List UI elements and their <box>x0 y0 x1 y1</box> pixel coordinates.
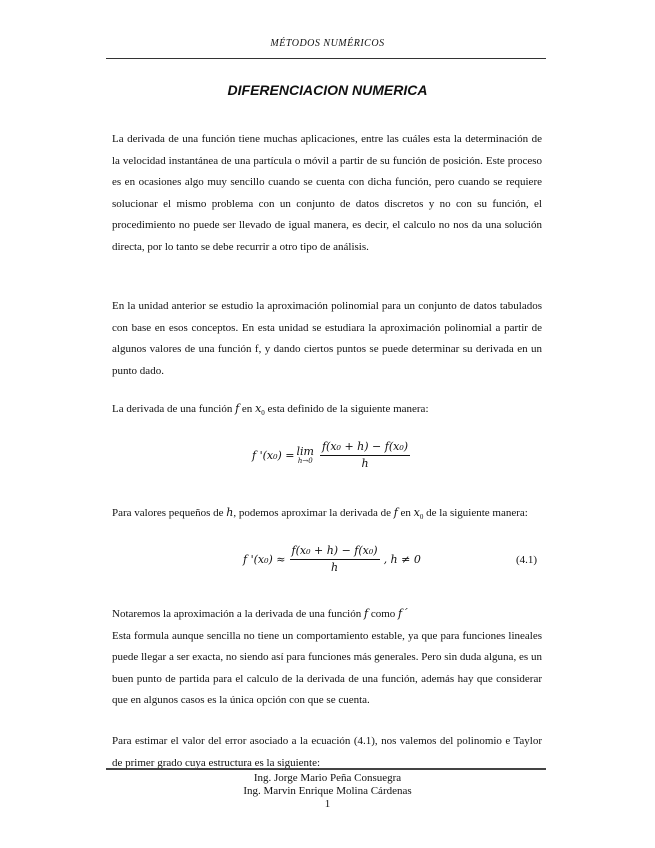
equation-lhs: f '(x₀) ≈ <box>243 552 286 566</box>
symbol-f-prime: f´ <box>398 607 408 620</box>
page-footer <box>0 772 655 811</box>
fraction-numerator: f(x₀ + h) − f(x₀) <box>290 544 380 560</box>
fraction <box>290 544 380 574</box>
symbol-x: x <box>255 402 262 415</box>
equation-lhs: f '(x₀) = <box>252 448 295 462</box>
limit-operator <box>297 445 314 465</box>
text-segment: en <box>397 507 414 519</box>
fraction-denominator: h <box>330 561 339 574</box>
page-title: DIFERENCIACION NUMERICA <box>227 82 428 98</box>
text-segment: Notaremos la aproximación a la derivada de una función <box>112 608 364 620</box>
paragraph-previous-unit: En la unidad anterior se estudio la aproximación polinomial para un conjunto de datos tabulados con base en esos conceptos. En esta unidad se estudiara la aproximación polinomial a partir de algunos valores de una función f, y dando ciertos puntos se puede determinar su derivada en un punto dado. <box>112 300 542 377</box>
text-segment: esta definido de la siguiente manera: <box>264 403 429 415</box>
fraction-denominator: h <box>361 457 369 470</box>
fraction <box>320 440 410 470</box>
paragraph-notation <box>112 603 542 712</box>
symbol-x: x <box>413 506 420 519</box>
symbol-h: h <box>226 506 234 519</box>
text-segment: Esta formula aunque sencilla no tiene un comportamiento estable, ya que para funciones lineales puede llegar a ser exacta, no siendo así para funciones más generales. Pero sin duda alguna, es un buen punto de partida para el calculo de la derivada de una función, además hay que considerar que en algunos casos es la única opción con que se cuenta. <box>112 629 542 706</box>
footer-divider <box>106 768 546 770</box>
paragraph-taylor: Para estimar el valor del error asociado a la ecuación (4.1), nos valemos del polinomio e Taylor de primer grado cuya estructura es la siguiente: <box>112 735 542 769</box>
equation-condition: , h ≠ 0 <box>383 552 421 566</box>
text-segment: de la siguiente manera: <box>423 507 528 519</box>
symbol-x-subscript: 0 <box>419 513 424 522</box>
equation-number: (4.1) <box>516 554 538 566</box>
limit-label: lim <box>296 445 314 458</box>
footer-author-2: Ing. Marvin Enrique Molina Cárdenas <box>243 785 412 797</box>
page-number: 1 <box>324 798 331 810</box>
symbol-f: f <box>393 506 398 519</box>
header-divider <box>106 58 546 59</box>
text-segment: Para valores pequeños de <box>112 507 227 519</box>
symbol-f: f <box>364 607 369 620</box>
equation-derivative-limit <box>252 440 414 470</box>
paragraph-intro: La derivada de una función tiene muchas aplicaciones, entre las cuáles esta la determinación de la velocidad instantánea de una partícula o móvil a partir de su función de posición. Este proceso es en ocasiones algo muy sencillo cuando se cuenta con dicha función, pero cuando se requiere solucionar el mismo problema con un conjunto de datos discretos y no con su función, el procedimiento no puede ser llevado de igual manera, es decir, el calculo no nos da una solución directa, por lo tanto se debe recurrir a otro tipo de análisis. <box>112 133 542 253</box>
paragraph-approximation <box>112 502 542 529</box>
symbol-x-subscript: 0 <box>261 409 265 418</box>
text-segment: en <box>239 403 256 415</box>
text-segment: como <box>368 608 399 620</box>
limit-subscript: h→0 <box>297 457 313 465</box>
running-header: MÉTODOS NUMÉRICOS <box>270 38 385 49</box>
text-segment: La derivada de una función <box>112 403 236 415</box>
text-segment: , podemos aproximar la derivada de <box>233 507 394 519</box>
equation-derivative-approx <box>243 544 421 574</box>
symbol-f: f <box>235 402 240 415</box>
paragraph-definition <box>112 398 542 425</box>
footer-author-1: Ing. Jorge Mario Peña Consuegra <box>253 772 402 784</box>
fraction-numerator: f(x₀ + h) − f(x₀) <box>320 440 410 456</box>
